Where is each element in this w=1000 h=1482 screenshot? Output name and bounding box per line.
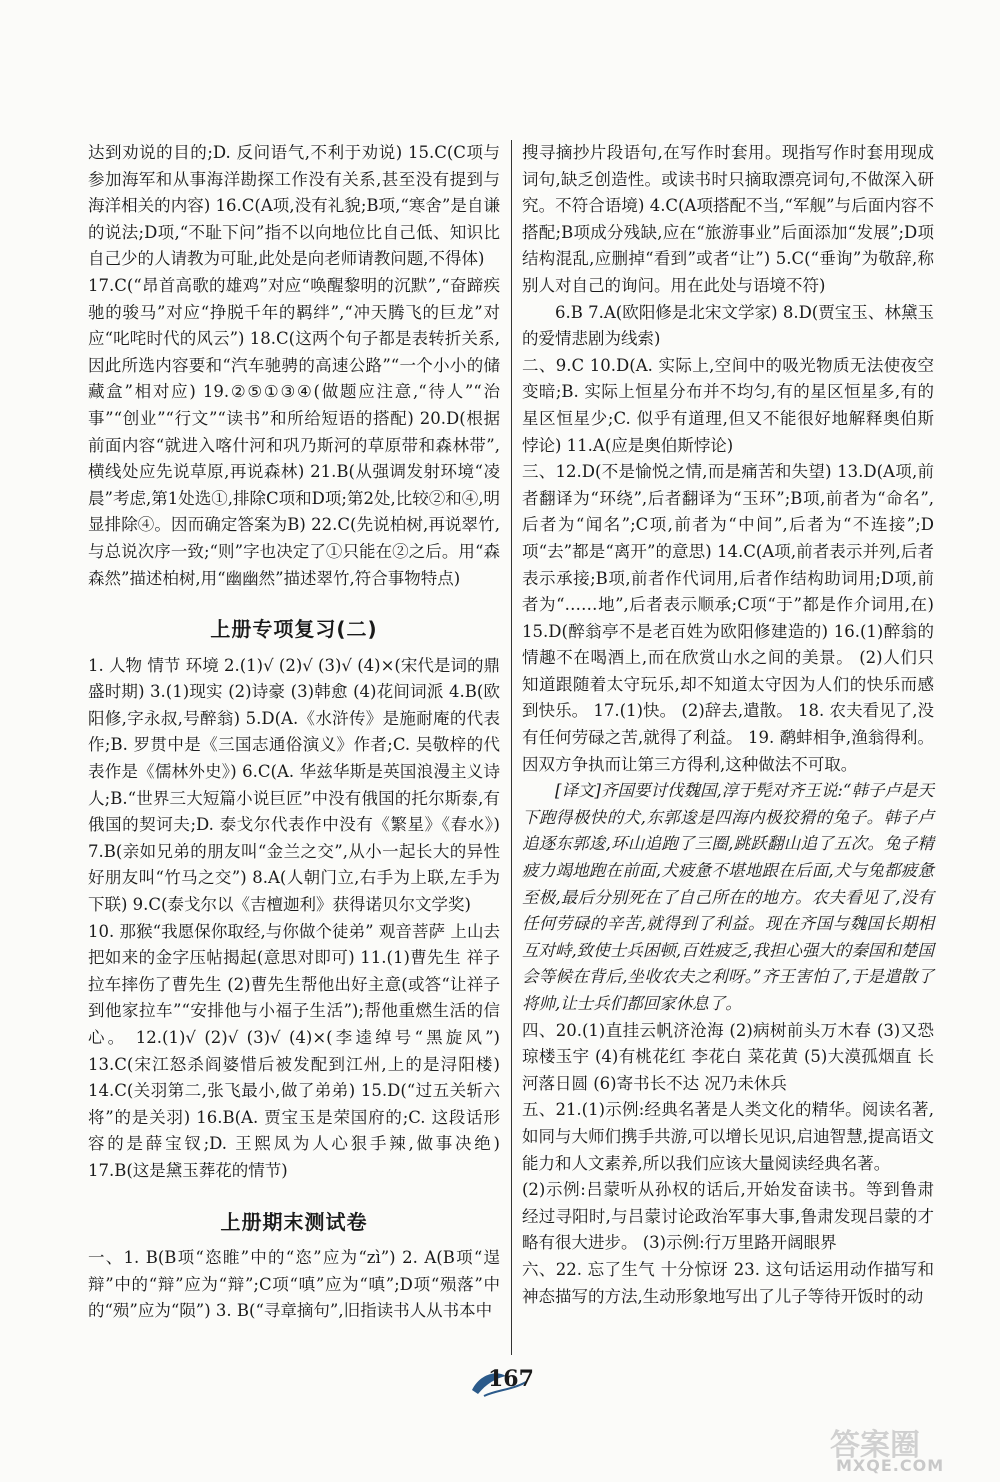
- answer-paragraph: 1. 人物 情节 环境 2.(1)√ (2)√ (3)√ (4)×(宋代是词的鼎盛时期) 3.(1)现实 (2)诗豪 (3)韩愈 (4)花间词派 4.B(欧阳修,字永叔,号醉翁) 5.D(A.《水浒传》是施耐庵的代表作;B. 罗贯中是《三国志通俗演义》作者;C. 吴敬梓的代表作是《儒林外史》) 6.C(A. 华兹华斯是英国浪漫主义诗人;B.“世界三大短篇小说巨匠”中没有俄国的托尔斯泰,有俄国的契诃夫;D. 泰戈尔代表作中没有《繁星》《春水》) 7.B(亲如兄弟的朋友叫“金兰之交”,从小一起长大的异性好朋友叫“竹马之交”) 8.A(人朝门立,右手为上联,左手为下联) 9.C(泰戈尔以《吉檀迦利》获得诺贝尔文学奖): [88, 655, 500, 915]
- page-number-text: 167: [488, 1366, 534, 1392]
- answer-paragraph: 达到劝说的目的;D. 反问语气,不利于劝说) 15.C(C项与参加海军和从事海洋勘探工作没有关系,甚至没有提到与海洋相关的内容) 16.C(A项,没有礼貌;B项,“寒舍”是自谦的说法;D项,“不耻下问”指不以向地位比自己低、知识比自己少的人请教为可耻,此处是向老师请教问题,不得体): [88, 143, 500, 269]
- page-number: [466, 1360, 534, 1400]
- section-title: 上册期末测试卷: [220, 1209, 368, 1234]
- answer-paragraph: 二、9.C 10.D(A. 实际上,空间中的吸光物质无法使夜空变暗;B. 实际上恒星分布并不均匀,有的星区恒星多,有的星区恒星少;C. 似乎有道理,但又不能很好地解释奥伯斯悖论) 11.A(应是奥伯斯悖论): [522, 355, 934, 455]
- answer-paragraph: 一、1. B(B项“恣睢”中的“恣”应为“zì”) 2. A(B项“逞辩”中的“辩”应为“辩”;C项“嗔”应为“嗔”;D项“殒落”中的“殒”应为“陨”) 3. B(“寻章摘句”,旧指读书人从书本中: [88, 1248, 500, 1321]
- answer-paragraph: 六、22. 忘了生气 十分惊讶 23. 这句话运用动作描写和神态描写的方法,生动形象地写出了儿子等待开饭时的动: [522, 1259, 934, 1306]
- answer-paragraph: 17.C(“昂首高歌的雄鸡”对应“唤醒黎明的沉默”,“奋蹄疾驰的骏马”对应“挣脱千年的羁绊”,“冲天腾飞的巨龙”对应“叱咤时代的风云”) 18.C(这两个句子都是表转折关系,因此所选内容要和“汽车驰骋的高速公路”“一个小小的储藏盒”相对应) 19.②⑤①③④(做题应注意,“待人”“治事”“创业”“行文”“读书”和所给短语的搭配) 20.D(根据前面内容“就进入喀什河和巩乃斯河的草原带和森林带”,横线处应先说草原,再说森林) 21.B(从强调发射环境“凌晨”考虑,第1处选①,排除C项和D项;第2处,比较②和④,明显排除④。因而确定答案为B) 22.C(先说柏树,再说翠竹,与总说次序一致;“则”字也决定了①只能在②之后。用“森森然”描述柏树,用“幽幽然”描述翠竹,符合事物特点): [88, 275, 500, 588]
- answer-paragraph: 6.B 7.A(欧阳修是北宋文学家) 8.D(贾宝玉、林黛玉的爱情悲剧为线索): [522, 302, 934, 349]
- watermark-title: 答案圈: [830, 1428, 920, 1463]
- section-title: 上册专项复习(二): [210, 617, 378, 642]
- answer-paragraph: 五、21.(1)示例:经典名著是人类文化的精华。阅读名著,如同与大师们携手共游,可以增长见识,启迪智慧,提高语文能力和人文素养,所以我们应该大量阅读经典名著。: [522, 1100, 934, 1173]
- column-divider: [511, 140, 512, 1355]
- left-column: [88, 140, 500, 1325]
- watermark-url: MXQE.COM: [836, 1456, 945, 1475]
- answer-paragraph: 三、12.D(不是愉悦之情,而是痛苦和失望) 13.D(A项,前者翻译为“环绕”,后者翻译为“玉环”;B项,前者为“命名”,后者为“闻名”;C项,前者为“中间”,后者为“不连接”;D项“去”都是“离开”的意思) 14.C(A项,前者表示并列,后者表示承接;B项,前者作代词用,后者作结构助词用;D项,前者为“……地”,后者表示顺承;C项“于”都是作介词用,在) 15.D(醉翁亭不是老百姓为欧阳修建造的) 16.(1)醉翁的情趣不在喝酒上,而在欣赏山水之间的美景。 (2)人们只知道跟随着太守玩乐,却不知道太守因为人们的快乐而感到快乐。 17.(1)快。 (2)辞去,遣散。 18. 农夫看见了,没有任何劳碌之苦,就得了利益。 19. 鹬蚌相争,渔翁得利。因双方争执而让第三方得利,这种做法不可取。: [522, 462, 934, 774]
- answer-paragraph: 搜寻摘抄片段语句,在写作时套用。现指写作时套用现成词句,缺乏创造性。或读书时只摘取漂亮词句,不做深入研究。不符合语境) 4.C(A项搭配不当,“军舰”与后面内容不搭配;B项成分残缺,应在“旅游事业”后面添加“发展”;D项结构混乱,应删掉“看到”或者“让”) 5.C(“垂询”为敬辞,称别人对自己的询问。用在此处与语境不符): [522, 143, 934, 295]
- answer-paragraph: (2)示例:吕蒙听从孙权的话后,开始发奋读书。等到鲁肃经过寻阳时,与吕蒙讨论政治军事大事,鲁肃发现吕蒙的才略有很大进步。 (3)示例:行万里路开阔眼界: [522, 1180, 934, 1253]
- answer-paragraph: 10. 那猴“我愿保你取经,与你做个徒弟” 观音菩萨 上山去把如来的金字压帖揭起(意思对即可) 11.(1)曹先生 祥子拉车摔伤了曹先生 (2)曹先生帮他出好主意(或答“让祥子到他家拉车”“安排他与小福子生活”);帮他重燃生活的信心。 12.(1)√ (2)√ (3)√ (4)×(李逵绰号“黑旋风”) 13.C(宋江怒杀阎婆惜后被发配到江州,上的是浔阳楼) 14.C(关羽第二,张飞最小,做了弟弟) 15.D(“过五关斩六将”的是关羽) 16.B(A. 贾宝玉是荣国府的;C. 这段话形容的是薛宝钗;D. 王熙凤为人心狠手辣,做事决绝) 17.B(这是黛玉葬花的情节): [88, 921, 500, 1180]
- right-column: [522, 140, 934, 1310]
- answer-paragraph: 四、20.(1)直挂云帆济沧海 (2)病树前头万木春 (3)又恐琼楼玉宇 (4)有桃花红 李花白 菜花黄 (5)大漠孤烟直 长河落日圆 (6)寄书长不达 况乃未休兵: [522, 1020, 934, 1093]
- translation-paragraph: [译文]齐国要讨伐魏国,淳于髡对齐王说:“韩子卢是天下跑得极快的犬,东郭逡是四海内极狡猾的兔子。韩子卢追逐东郭逡,环山追跑了三圈,跳跃翻山追了五次。兔子精疲力竭地跑在前面,犬疲惫不堪地跟在后面,犬与兔都疲惫至极,最后分别死在了自己所在的地方。农夫看见了,没有任何劳碌的辛苦,就得到了利益。现在齐国与魏国长期相互对峙,致使士兵困顿,百姓疲乏,我担心强大的秦国和楚国会等候在背后,坐收农夫之利呀。”齐王害怕了,于是遣散了将帅,让士兵们都回家休息了。: [522, 781, 934, 1013]
- watermark: [830, 1420, 960, 1475]
